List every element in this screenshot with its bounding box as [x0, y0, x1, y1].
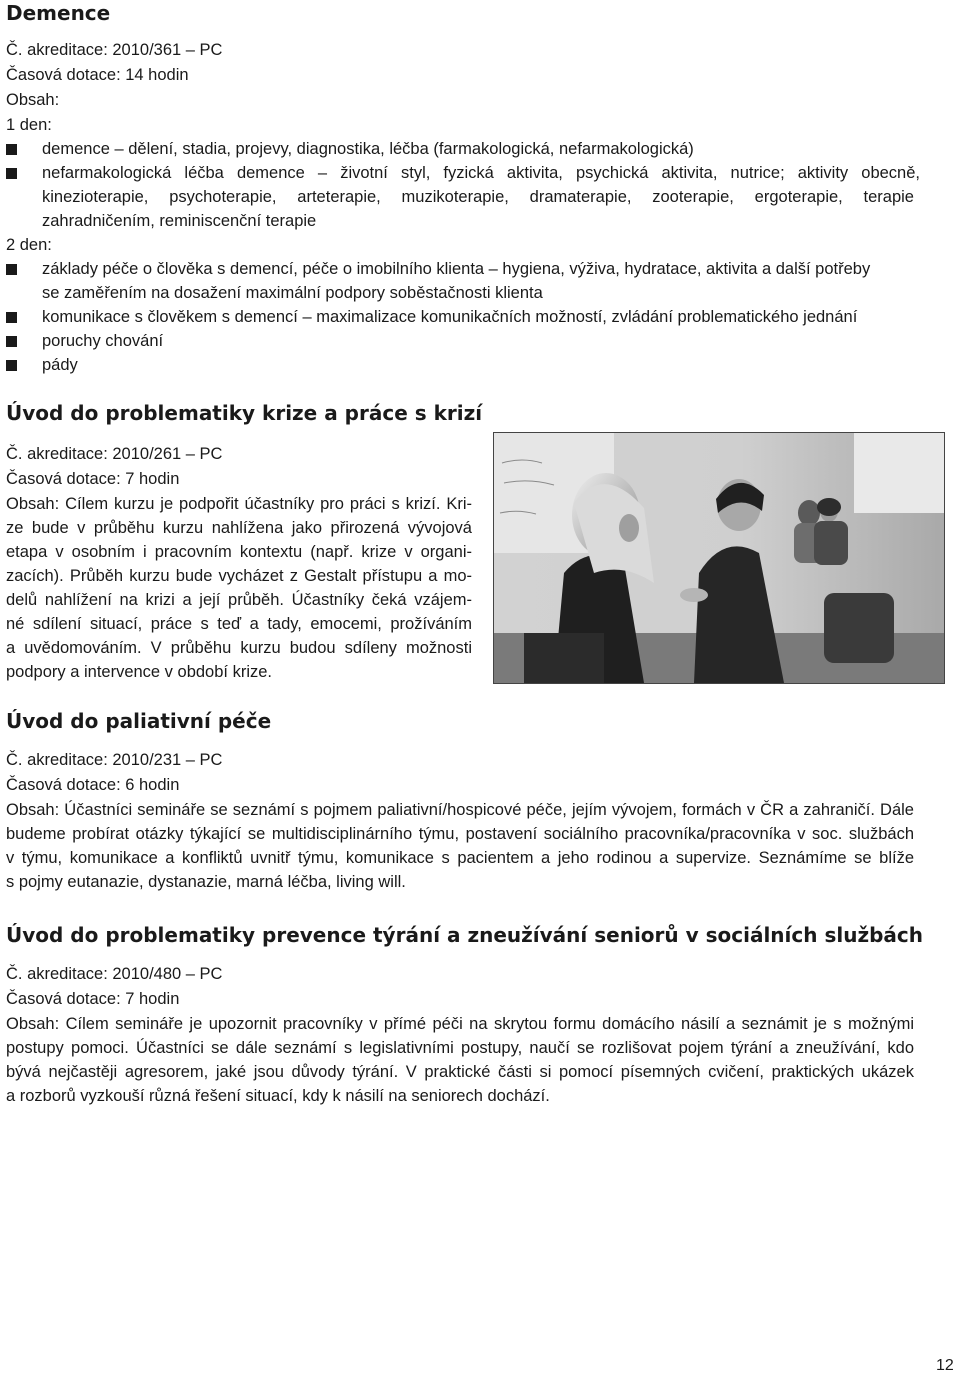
paragraph-line: podpory a intervence v období krize.	[6, 663, 272, 681]
list-item: demence – dělení, stadia, projevy, diagnostika, léčba (farmakologická, nefarmakologická)	[6, 137, 694, 162]
list-item: nefarmakologická léčba demence – životní styl, fyzická aktivita, psychická aktivita, nutrice; aktivity obecně,	[6, 161, 920, 186]
paragraph-line: etapa v osobním i pracovním kontextu (např. krize v organi-	[6, 543, 472, 561]
section-title: Demence	[6, 1, 111, 25]
accreditation-number: Č. akreditace: 2010/261 – PC	[6, 445, 223, 463]
list-item: pády	[6, 353, 78, 378]
accreditation-number: Č. akreditace: 2010/231 – PC	[6, 751, 223, 769]
paragraph-line: zacích). Průběh kurzu bude vycházet z Gestalt přístupu a mo-	[6, 567, 472, 585]
section-title: Úvod do problematiky prevence týrání a zneužívání seniorů v sociálních službách	[6, 923, 924, 947]
list-item: základy péče o člověka s demencí, péče o imobilního klienta – hygiena, výživa, hydratace, aktivita a další potřeby	[6, 257, 870, 282]
photo-counseling-session	[493, 432, 945, 684]
section-title: Úvod do problematiky krize a práce s krizí	[6, 401, 483, 425]
content-label: Obsah:	[6, 91, 60, 109]
page-number: 12	[936, 1357, 954, 1374]
list-item-continuation: zahradničením, reminiscenční terapie	[42, 212, 317, 230]
course-duration: Časová dotace: 6 hodin	[6, 776, 180, 794]
list-item: poruchy chování	[6, 329, 163, 354]
list-item-continuation: kinezioterapie, psychoterapie, arteterapie, muzikoterapie, dramaterapie, zooterapie, ergoterapie, terapie	[42, 188, 914, 206]
paragraph-line: ze bude v průběhu kurzu nahlížena jako přirozená vývojová	[6, 519, 472, 537]
section-title: Úvod do paliativní péče	[6, 709, 272, 733]
course-duration: Časová dotace: 14 hodin	[6, 66, 189, 84]
paragraph-line: Obsah: Cílem semináře je upozornit pracovníky v přímé péči na skrytou formu domácího násilí a seznámit je s možnými	[6, 1015, 914, 1033]
paragraph-line: postupy pomoci. Účastníci se dále seznámí s legislativními postupy, naučí se rozlišovat pojem týrání a zneužívání, kdo	[6, 1039, 914, 1057]
list-item: komunikace s člověkem s demencí – maximalizace komunikačních možností, zvládání problematického jednání	[6, 305, 857, 330]
paragraph-line: Obsah: Cílem kurzu je podpořit účastníky pro práci s krizí. Kri-	[6, 495, 472, 513]
accreditation-number: Č. akreditace: 2010/361 – PC	[6, 41, 223, 59]
day-label: 2 den:	[6, 236, 52, 254]
paragraph-line: né sdílení situací, práce s teď a tady, emocemi, prožíváním	[6, 615, 472, 633]
paragraph-line: a rozborů vyzkouší různá řešení situací, kdy k násilí na seniorech dochází.	[6, 1087, 550, 1105]
paragraph-line: a uvědomováním. V průběhu kurzu budou sdíleny možnosti	[6, 639, 472, 657]
paragraph-line: s pojmy eutanazie, dystanazie, marná léčba, living will.	[6, 873, 406, 891]
list-item-continuation: se zaměřením na dosažení maximální podpory soběstačnosti klienta	[42, 284, 543, 302]
paragraph-line: budeme probírat otázky týkající se multidisciplinárního týmu, postavení sociálního pracovníka/pracovníka v soc. službách	[6, 825, 914, 843]
paragraph-line: delů nahlížení na krizi a její průběh. Účastníky čeká vzájem-	[6, 591, 472, 609]
paragraph-line: Obsah: Účastníci semináře se seznámí s pojmem paliativní/hospicové péče, jejím vývojem, formách v ČR a zahraničí. Dále	[6, 801, 914, 819]
course-duration: Časová dotace: 7 hodin	[6, 990, 180, 1008]
accreditation-number: Č. akreditace: 2010/480 – PC	[6, 965, 223, 983]
paragraph-line: bývá nejčastěji agresorem, jaké jsou důvody týrání. V praktické části si pomocí písemných cvičení, praktických ukázek	[6, 1063, 914, 1081]
course-duration: Časová dotace: 7 hodin	[6, 470, 180, 488]
paragraph-line: v týmu, komunikace a konfliktů uvnitř týmu, komunikace s pacientem a jeho rodinou a supervize. Seznámíme se blíže	[6, 849, 914, 867]
day-label: 1 den:	[6, 116, 52, 134]
